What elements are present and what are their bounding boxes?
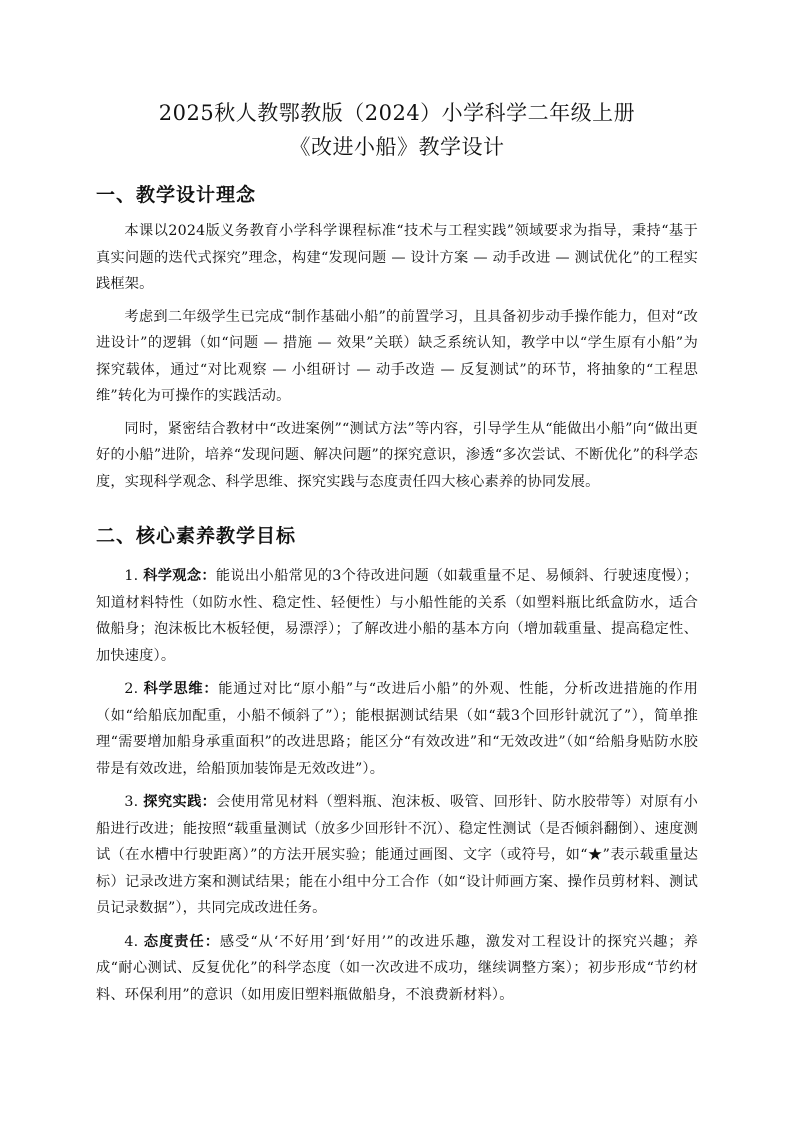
goal-label: 态度责任： [143, 933, 220, 950]
goal-item-3 [96, 789, 698, 922]
section1-paragraph-3: 同时，紧密结合教材中“改进案例”“测试方法”等内容，引导学生从“能做出小船”向“做出更好的小船”进阶，培养“发现问题、解决问题”的探究意识，渗透“多次尝试、不断优化”的科学态度，实现科学观念、科学思维、探究实践与态度责任四大核心素养的协同发展。 [96, 420, 698, 490]
goal-text: 会使用常见材料（塑料瓶、泡沫板、吸管、回形针、防水胶带等）对原有小船进行改进；能按照“载重量测试（放多少回形针不沉）、稳定性测试（是否倾斜翻倒）、速度测试（在水槽中行驶距离）”的方法开展实验；能通过画图、文字（或符号，如“★”表示载重量达标）记录改进方案和测试结果；能在小组中分工合作（如“设计师画方案、操作员剪材料、测试员记录数据”），共同完成改进任务。 [96, 794, 698, 916]
section2-heading: 二、核心素养教学目标 [96, 525, 297, 547]
goal-item-1 [96, 563, 698, 669]
goal-text: 能通过对比“原小船”与“改进后小船”的外观、性能，分析改进措施的作用（如“给船底加配重，小船不倾斜了”）；能根据测试结果（如“载3个回形针就沉了”），简单推理“需要增加船身承重面积”的改进思路；能区分“有效改进”和“无效改进”（如“给船身贴防水胶带是有效改进，给船顶加装饰是无效改进”）。 [96, 681, 698, 777]
goal-label: 探究实践： [143, 794, 217, 810]
document-title-line1: 2025秋人教鄂教版（2024）小学科学二年级上册 [158, 101, 636, 125]
goal-text: 感受“从‘不好用’到‘好用’”的改进乐趣，激发对工程设计的探究兴趣；养成“耐心测试、反复优化”的科学态度（如一次改进不成功，继续调整方案）；初步形成“节约材料、环保利用”的意识（如用废旧塑料瓶做船身，不浪费新材料）。 [96, 933, 698, 1003]
document-title-line2: 《改进小船》教学设计 [289, 135, 505, 159]
goal-number: 4. [124, 933, 139, 950]
goal-text: 能说出小船常见的3个待改进问题（如载重量不足、易倾斜、行驶速度慢）；知道材料特性（如防水性、稳定性、轻便性）与小船性能的关系（如塑料瓶比纸盒防水，适合做船身；泡沫板比木板轻便，易漂浮）；了解改进小船的基本方向（增加载重量、提高稳定性、加快速度）。 [96, 568, 698, 664]
section1-paragraph-1: 本课以2024版义务教育小学科学课程标准“技术与工程实践”领域要求为指导，秉持“基于真实问题的迭代式探究”理念，构建“发现问题 — 设计方案 — 动手改进 — 测试优化”的工程实践框架。 [96, 223, 698, 292]
goal-number: 1. [124, 568, 139, 584]
goal-item-4 [96, 929, 698, 1009]
section1-heading: 一、教学设计理念 [96, 184, 257, 206]
goal-item-2 [96, 676, 698, 782]
goal-number: 2. [124, 681, 139, 697]
goal-label: 科学思维： [143, 681, 219, 697]
goal-number: 3. [124, 794, 139, 810]
section1-paragraph-2: 考虑到二年级学生已完成“制作基础小船”的前置学习，且具备初步动手操作能力，但对“改进设计”的逻辑（如“问题 — 措施 — 效果”关联）缺乏系统认知，教学中以“学生原有小船”为探究载体，通过“对比观察 — 小组研讨 — 动手改造 — 反复测试”的环节，将抽象的“工程思维”转化为可操作的实践活动。 [96, 308, 698, 404]
goal-label: 科学观念： [143, 568, 216, 584]
